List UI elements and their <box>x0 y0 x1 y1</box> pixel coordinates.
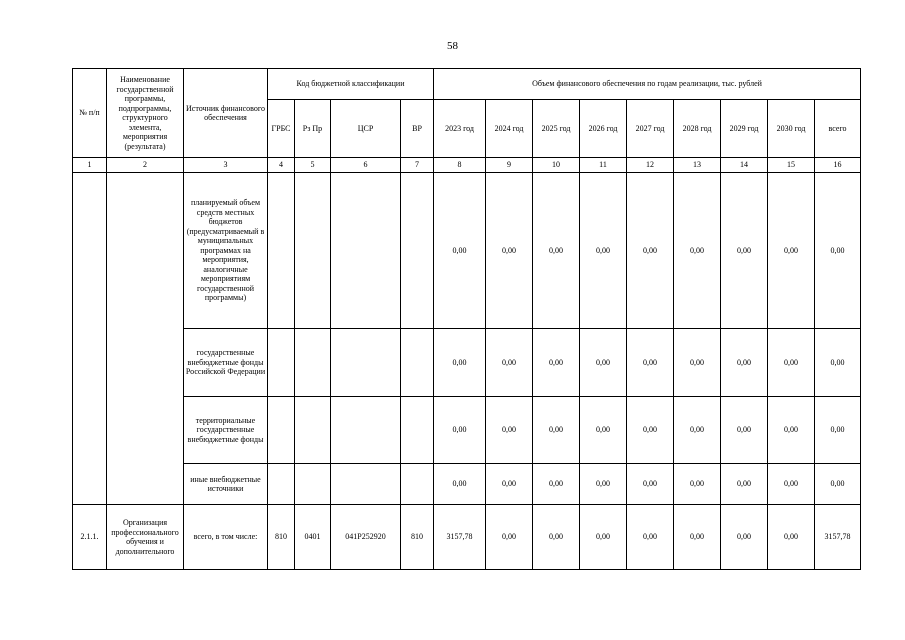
column-number-row <box>73 158 861 173</box>
amount-cell: 0,00 <box>721 464 768 505</box>
grbs-code: 810 <box>268 505 295 570</box>
amount-total-cell: 0,00 <box>815 329 861 397</box>
empty-cell <box>401 397 434 464</box>
funding-source: всего, в том числе: <box>184 505 268 570</box>
item-number: 2.1.1. <box>73 505 107 570</box>
financing-table <box>72 68 861 570</box>
amount-cell: 0,00 <box>434 173 486 329</box>
amount-cell: 0,00 <box>721 329 768 397</box>
table-row <box>73 397 861 464</box>
amount-cell: 0,00 <box>580 397 627 464</box>
empty-cell <box>268 329 295 397</box>
column-number: 3 <box>184 158 268 173</box>
column-number: 9 <box>486 158 533 173</box>
amount-cell: 0,00 <box>434 464 486 505</box>
amount-cell: 0,00 <box>627 397 674 464</box>
vr-code: 810 <box>401 505 434 570</box>
table-header-row <box>73 69 861 100</box>
amount-cell: 0,00 <box>721 397 768 464</box>
amount-cell: 0,00 <box>674 397 721 464</box>
column-number: 2 <box>107 158 184 173</box>
empty-cell <box>331 464 401 505</box>
amount-cell: 0,00 <box>434 329 486 397</box>
amount-cell: 0,00 <box>768 329 815 397</box>
amount-cell: 0,00 <box>533 329 580 397</box>
header-financing-volume-group: Объем финансового обеспечения по годам реализации, тыс. рублей <box>434 69 861 100</box>
header-year: 2030 год <box>768 100 815 158</box>
column-number: 6 <box>331 158 401 173</box>
header-csr: ЦСР <box>331 100 401 158</box>
amount-cell: 0,00 <box>768 397 815 464</box>
header-year: 2027 год <box>627 100 674 158</box>
header-year: 2026 год <box>580 100 627 158</box>
header-total: всего <box>815 100 861 158</box>
amount-cell: 0,00 <box>627 464 674 505</box>
header-grbs: ГРБС <box>268 100 295 158</box>
header-source: Источник финансового обеспечения <box>184 69 268 158</box>
header-vr: ВР <box>401 100 434 158</box>
amount-cell: 0,00 <box>674 329 721 397</box>
column-number: 5 <box>295 158 331 173</box>
column-number: 1 <box>73 158 107 173</box>
amount-cell: 0,00 <box>486 464 533 505</box>
page-number: 58 <box>447 40 458 52</box>
amount-cell: 0,00 <box>721 505 768 570</box>
amount-cell: 0,00 <box>721 173 768 329</box>
empty-number-cell <box>73 173 107 505</box>
amount-cell: 0,00 <box>768 173 815 329</box>
amount-total-cell: 0,00 <box>815 464 861 505</box>
table-row <box>73 173 861 329</box>
empty-cell <box>268 464 295 505</box>
amount-cell: 0,00 <box>580 329 627 397</box>
amount-cell: 0,00 <box>486 505 533 570</box>
empty-cell <box>268 397 295 464</box>
amount-cell: 0,00 <box>533 464 580 505</box>
header-year: 2029 год <box>721 100 768 158</box>
table-row <box>73 329 861 397</box>
empty-cell <box>331 173 401 329</box>
amount-cell: 0,00 <box>627 505 674 570</box>
column-number: 10 <box>533 158 580 173</box>
column-number: 15 <box>768 158 815 173</box>
column-number: 8 <box>434 158 486 173</box>
amount-cell: 0,00 <box>434 397 486 464</box>
amount-total-cell: 3157,78 <box>815 505 861 570</box>
header-rzpr: Рз Пр <box>295 100 331 158</box>
empty-cell <box>295 464 331 505</box>
table-row <box>73 464 861 505</box>
header-year: 2025 год <box>533 100 580 158</box>
amount-cell: 0,00 <box>674 505 721 570</box>
amount-cell: 0,00 <box>580 505 627 570</box>
amount-cell: 3157,78 <box>434 505 486 570</box>
funding-source: территориальные государственные внебюджетные фонды <box>184 397 268 464</box>
amount-cell: 0,00 <box>580 173 627 329</box>
column-number: 12 <box>627 158 674 173</box>
amount-cell: 0,00 <box>486 173 533 329</box>
item-name: Организация профессионального обучения и дополнительного <box>107 505 184 570</box>
funding-source: планируемый объем средств местных бюджетов (предусматриваемый в муниципальных программах на мероприятия, аналогичные мероприятиям государственной программы) <box>184 173 268 329</box>
header-year: 2023 год <box>434 100 486 158</box>
amount-cell: 0,00 <box>674 173 721 329</box>
csr-code: 041P252920 <box>331 505 401 570</box>
amount-cell: 0,00 <box>768 505 815 570</box>
amount-cell: 0,00 <box>580 464 627 505</box>
empty-cell <box>295 397 331 464</box>
column-number: 7 <box>401 158 434 173</box>
header-budget-code-group: Код бюджетной классификации <box>268 69 434 100</box>
amount-total-cell: 0,00 <box>815 397 861 464</box>
empty-cell <box>331 397 401 464</box>
amount-cell: 0,00 <box>674 464 721 505</box>
empty-cell <box>401 329 434 397</box>
amount-cell: 0,00 <box>486 397 533 464</box>
amount-total-cell: 0,00 <box>815 173 861 329</box>
rzpr-code: 0401 <box>295 505 331 570</box>
header-number: № п/п <box>73 69 107 158</box>
empty-cell <box>331 329 401 397</box>
column-number: 13 <box>674 158 721 173</box>
column-number: 14 <box>721 158 768 173</box>
header-year: 2028 год <box>674 100 721 158</box>
amount-cell: 0,00 <box>627 173 674 329</box>
empty-cell <box>401 464 434 505</box>
funding-source: иные внебюджетные источники <box>184 464 268 505</box>
column-number: 11 <box>580 158 627 173</box>
amount-cell: 0,00 <box>533 505 580 570</box>
empty-cell <box>295 173 331 329</box>
amount-cell: 0,00 <box>486 329 533 397</box>
funding-source: государственные внебюджетные фонды Российской Федерации <box>184 329 268 397</box>
table-row-item <box>73 505 861 570</box>
column-number: 16 <box>815 158 861 173</box>
amount-cell: 0,00 <box>768 464 815 505</box>
header-name: Наименование государственной программы, подпрограммы, структурного элемента, мероприятия (результата) <box>107 69 184 158</box>
column-number: 4 <box>268 158 295 173</box>
empty-cell <box>401 173 434 329</box>
header-year: 2024 год <box>486 100 533 158</box>
amount-cell: 0,00 <box>627 329 674 397</box>
empty-name-cell <box>107 173 184 505</box>
amount-cell: 0,00 <box>533 173 580 329</box>
empty-cell <box>268 173 295 329</box>
amount-cell: 0,00 <box>533 397 580 464</box>
empty-cell <box>295 329 331 397</box>
